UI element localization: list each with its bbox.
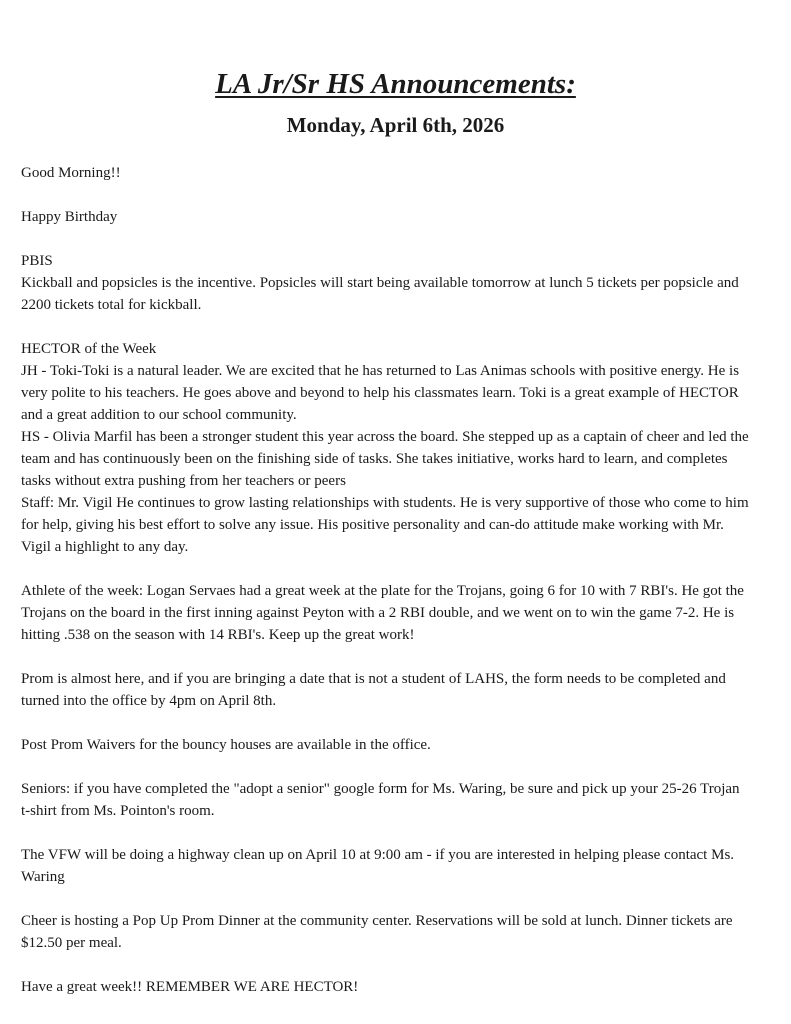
- text-line: The VFW will be doing a highway clean up on April 10 at 9:00 am - if you are interested in helping please contact Ms.: [21, 847, 735, 863]
- announcement-paragraph: [21, 844, 781, 888]
- announcement-paragraph: [21, 668, 781, 712]
- text-line: Vigil a highlight to any day.: [21, 539, 189, 555]
- text-line: Waring: [21, 869, 65, 885]
- text-line: Trojans on the board in the first inning against Peyton with a 2 RBI double, and we went on to win the game 7-2. He is: [21, 605, 735, 621]
- text-line: $12.50 per meal.: [21, 935, 122, 951]
- text-line: Seniors: if you have completed the "adopt a senior" google form for Ms. Waring, be sure and pick up your 25-26 Trojan: [21, 781, 740, 797]
- announcement-paragraph: [21, 778, 781, 822]
- announcement-paragraph: [21, 206, 781, 228]
- text-line: PBIS: [21, 253, 53, 269]
- announcement-paragraph: [21, 338, 781, 558]
- text-line: JH - Toki-Toki is a natural leader. We are excited that he has returned to Las Animas schools with positive energy. He is: [21, 363, 740, 379]
- announcement-body: [21, 162, 781, 1020]
- page-title: LA Jr/Sr HS Announcements:: [215, 68, 576, 100]
- text-line: Good Morning!!: [21, 165, 121, 181]
- text-line: for help, giving his best effort to solve any issue. His positive personality and can-do attitude make working with Mr.: [21, 517, 724, 533]
- text-line: hitting .538 on the season with 14 RBI's. Keep up the great work!: [21, 627, 415, 643]
- text-line: Staff: Mr. Vigil He continues to grow lasting relationships with students. He is very supportive of those who come to him: [21, 495, 749, 511]
- text-line: Happy Birthday: [21, 209, 118, 225]
- text-line: Have a great week!! REMEMBER WE ARE HECTOR!: [21, 979, 359, 995]
- text-line: team and has continuously been on the finishing side of tasks. She takes initiative, works hard to learn, and completes: [21, 451, 728, 467]
- text-line: Cheer is hosting a Pop Up Prom Dinner at the community center. Reservations will be sold at lunch. Dinner tickets are: [21, 913, 733, 929]
- announcement-paragraph: [21, 250, 781, 316]
- announcement-paragraph: [21, 910, 781, 954]
- announcement-paragraph: [21, 976, 781, 998]
- text-line: tasks without extra pushing from her teachers or peers: [21, 473, 346, 489]
- text-line: and a great addition to our school community.: [21, 407, 297, 423]
- text-line: t-shirt from Ms. Pointon's room.: [21, 803, 215, 819]
- announcement-paragraph: [21, 162, 781, 184]
- announcement-paragraph: [21, 734, 781, 756]
- announcement-paragraph: [21, 580, 781, 646]
- text-line: Post Prom Waivers for the bouncy houses are available in the office.: [21, 737, 431, 753]
- text-line: HECTOR of the Week: [21, 341, 157, 357]
- text-line: turned into the office by 4pm on April 8th.: [21, 693, 277, 709]
- text-line: HS - Olivia Marfil has been a stronger student this year across the board. She stepped up as a captain of cheer and led the: [21, 429, 749, 445]
- announcement-date: Monday, April 6th, 2026: [286, 113, 505, 137]
- text-line: very polite to his teachers. He goes above and beyond to help his classmates learn. Toki is a great example of HECTOR: [21, 385, 739, 401]
- text-line: Kickball and popsicles is the incentive. Popsicles will start being available tomorrow at lunch 5 tickets per popsicle and: [21, 275, 739, 291]
- text-line: 2200 tickets total for kickball.: [21, 297, 202, 313]
- text-line: Athlete of the week: Logan Servaes had a great week at the plate for the Trojans, going 6 for 10 with 7 RBI's. He got the: [21, 583, 744, 599]
- text-line: Prom is almost here, and if you are bringing a date that is not a student of LAHS, the form needs to be completed and: [21, 671, 726, 687]
